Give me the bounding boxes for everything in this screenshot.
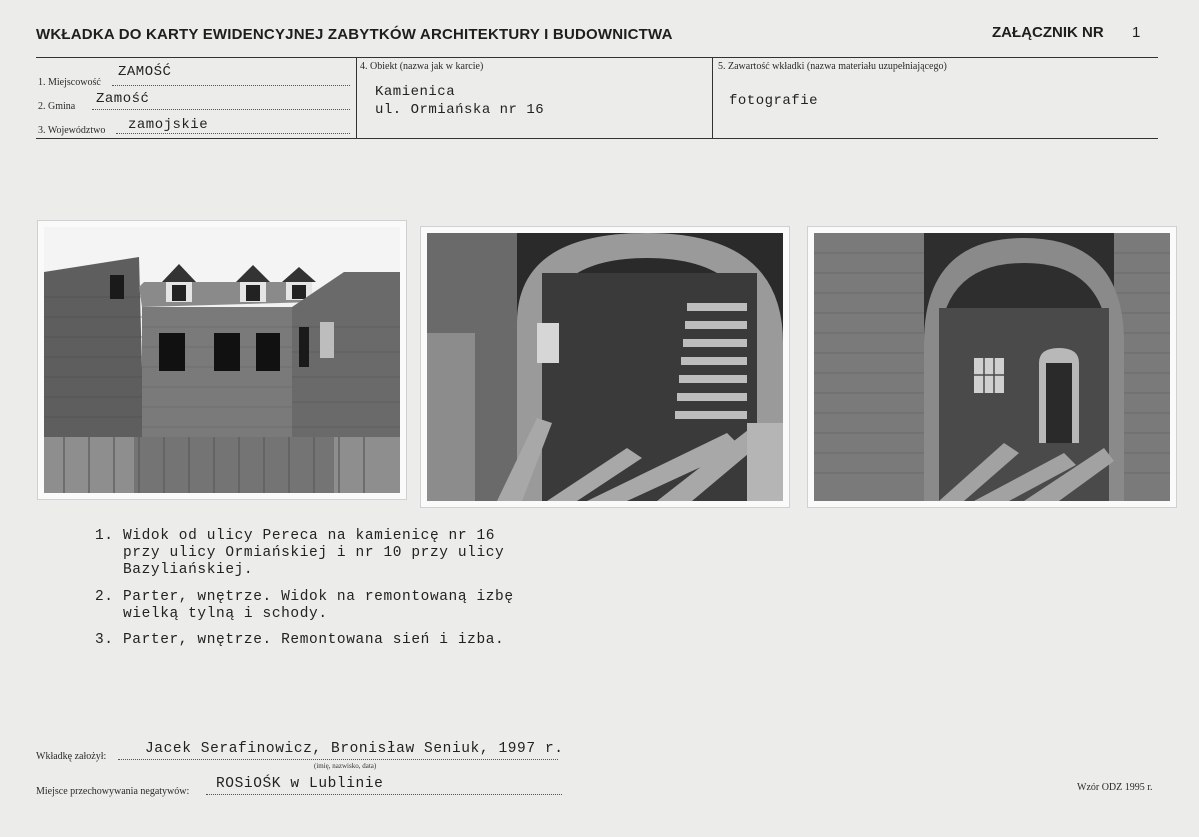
caption-2-line2: wielką tylną i schody. — [123, 606, 328, 622]
zalozyl-note: (imię, nazwisko, data) — [314, 762, 377, 770]
caption-3 — [95, 632, 504, 649]
zalozyl-dotted-line — [118, 759, 558, 760]
caption-1-line3: Bazyliańskiej. — [123, 562, 254, 578]
zalozyl-value: Jacek Serafinowicz, Bronisław Seniuk, 1997 r. — [145, 741, 564, 757]
annex-number: 1 — [1132, 24, 1141, 41]
miejsce-label: Miejsce przechowywania negatywów: — [36, 786, 190, 797]
table-bottom-rule — [36, 138, 1158, 139]
annex-label: ZAŁĄCZNIK NR — [992, 24, 1104, 41]
caption-1-number: 1. — [95, 528, 114, 544]
miejscowosc-value: ZAMOŚĆ — [118, 64, 172, 80]
miejsce-dotted-line — [206, 794, 562, 795]
zawartosc-label: 5. Zawartość wkładki (nazwa materiału uzupełniającego) — [718, 61, 947, 72]
column-divider-2 — [712, 57, 713, 138]
caption-2 — [95, 589, 514, 623]
wojewodztwo-label: 3. Województwo — [38, 125, 106, 136]
caption-2-line1: Parter, wnętrze. Widok na remontowaną izbę — [123, 589, 514, 605]
obiekt-label: 4. Obiekt (nazwa jak w karcie) — [360, 61, 484, 72]
zawartosc-value: fotografie — [729, 93, 819, 109]
wojewodztwo-dotted-line — [116, 133, 350, 134]
table-top-rule — [36, 57, 1158, 58]
caption-1-line1: Widok od ulicy Pereca na kamienicę nr 16 — [123, 528, 496, 544]
gmina-value: Zamość — [96, 91, 150, 107]
zalozyl-label: Wkładkę założył: — [36, 751, 107, 762]
caption-3-line1: Parter, wnętrze. Remontowana sień i izba. — [123, 632, 505, 648]
caption-1-line2: przy ulicy Ormiańskiej i nr 10 przy ulicy — [123, 545, 505, 561]
obiekt-value-line2: ul. Ormiańska nr 16 — [375, 102, 545, 118]
caption-1 — [95, 528, 504, 579]
miejsce-value: ROSiOŚK w Lublinie — [216, 776, 384, 792]
wojewodztwo-value: zamojskie — [128, 117, 209, 133]
photo-3-entrance-hall — [808, 227, 1176, 507]
photo-2-interior-stairs — [421, 227, 789, 507]
caption-2-number: 2. — [95, 589, 114, 605]
sheet-title: WKŁADKA DO KARTY EWIDENCYJNEJ ZABYTKÓW ARCHITEKTURY I BUDOWNICTWA — [36, 26, 673, 43]
gmina-label: 2. Gmina — [38, 101, 76, 112]
miejscowosc-label: 1. Miejscowość — [38, 77, 101, 88]
column-divider-1 — [356, 57, 357, 138]
gmina-dotted-line — [92, 109, 350, 110]
photo-2-image — [427, 233, 783, 501]
photo-1-image — [44, 227, 400, 493]
caption-3-number: 3. — [95, 632, 114, 648]
photo-1-exterior — [38, 221, 406, 499]
form-version: Wzór ODZ 1995 r. — [1077, 782, 1153, 793]
miejscowosc-dotted-line — [112, 85, 350, 86]
photo-3-image — [814, 233, 1170, 501]
obiekt-value-line1: Kamienica — [375, 84, 456, 100]
